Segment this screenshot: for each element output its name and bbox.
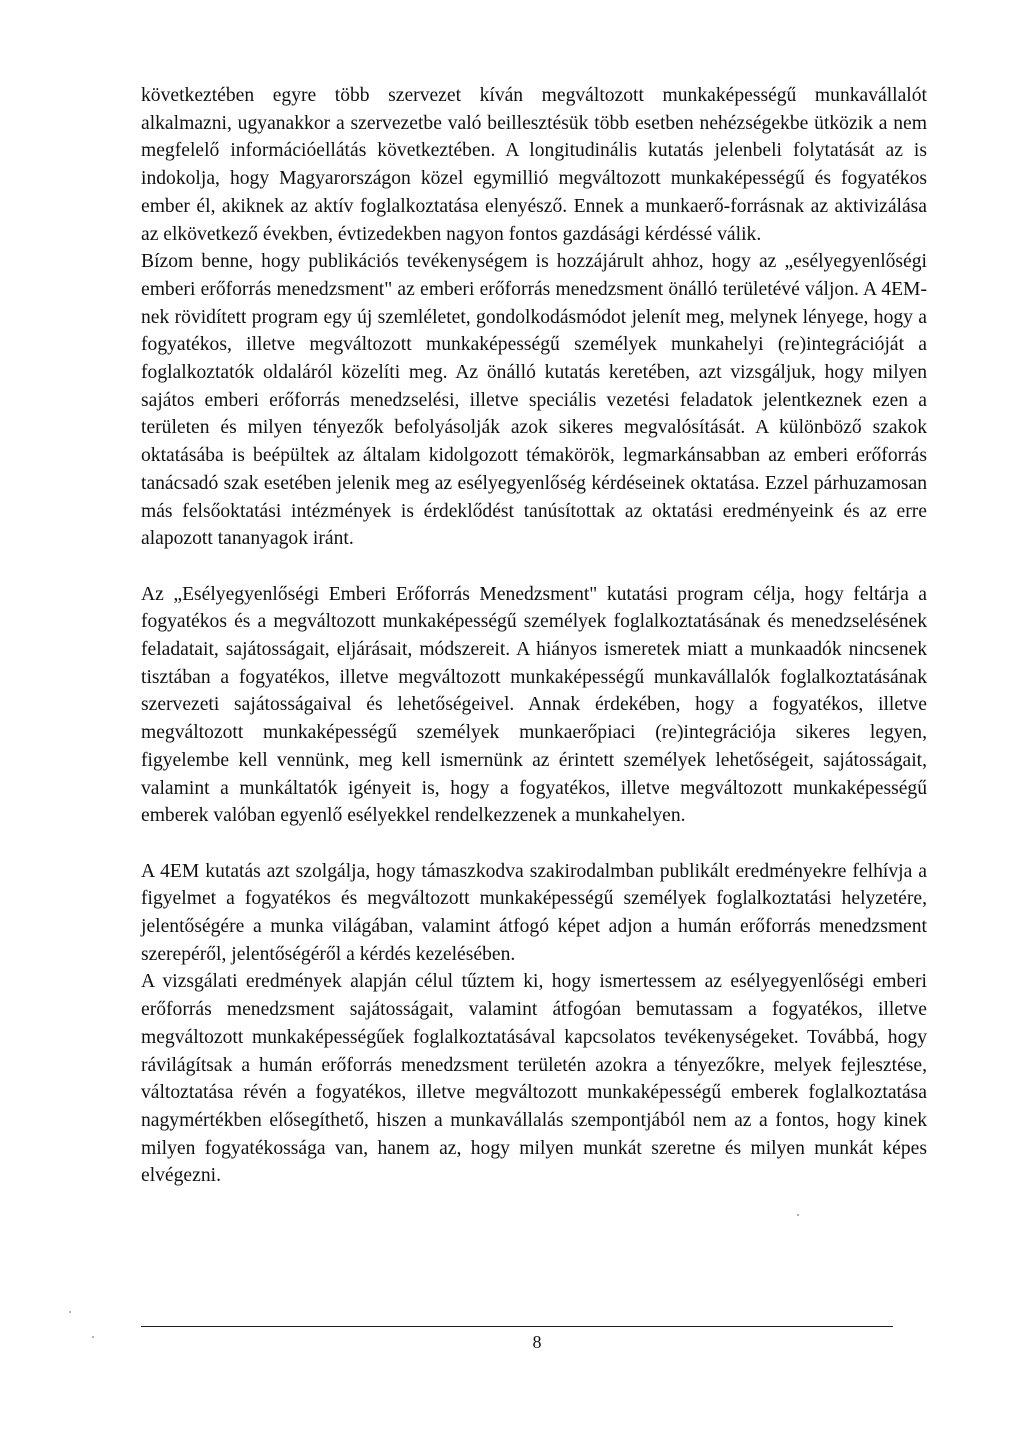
paragraph-program-goal: Az „Esélyegyenlőségi Emberi Erőforrás Menedzsment" kutatási program célja, hogy feltárja a fogyatékos és a megváltozott munkaképességű személyek foglalkoztatásának és menedzselésének feladatait, sajátosságait, eljárásait, módszereit. A hiányos ismeretek miatt a munkaadók nincsenek tisztában a fogyatékos, illetve megváltozott munkaképességű munkavállalók foglalkoztatásának szervezeti sajátosságaival és lehetőségeivel. Annak érdekében, hogy a fogyatékos, illetve megváltozott munkaképességű személyek munkaerőpiaci (re)integrációja sikeres legyen, figyelembe kell vennünk, meg kell ismernünk az érintett személyek lehetőségeit, sajátosságait, valamint a munkáltatók igényeit is, hogy a fogyatékos, illetve megváltozott munkaképességű emberek valóban egyenlő esélyekkel rendelkezzenek a munkahelyen. <box>141 583 927 827</box>
paragraph-objectives: A vizsgálati eredmények alapján célul tűztem ki, hogy ismertessem az esélyegyenlőségi emberi erőforrás menedzsment sajátosságait, valamint átfogóan bemutassam a fogyatékos, illetve megváltozott munkaképességűek foglalkoztatásával kapcsolatos tevékenységeket. Továbbá, hogy rávilágítsak a humán erőforrás menedzsment területén azokra a tényezőkre, melyek fejlesztése, változtatása révén a fogyatékos, illetve megváltozott munkaképességű emberek foglalkoztatása nagymértékben elősegíthető, hiszen a munkavállalás szempontjából nem az a fontos, hogy kinek milyen fogyatékossága van, hanem az, hogy milyen munkát szeretne és milyen munkát képes elvégezni. <box>141 971 927 1187</box>
paragraph-continuation: következtében egyre több szervezet kíván megváltozott munkaképességű munkavállalót alkalmazni, ugyanakkor a szervezetbe való beillesztésük több esetben nehézségekbe ütközik a nem megfelelő információellátás következtében. A longitudinális kutatás jelenbeli folytatását az is indokolja, hogy Magyarországon közel egymillió megváltozott munkaképességű és fogyatékos ember él, akiknek az aktív foglalkoztatása elenyésző. Ennek a munkaerő-forrásnak az aktivizálása az elkövetkező években, évtizedekben nagyon fontos gazdásági kérdéssé válik. <box>141 85 927 245</box>
paragraph-publications: Bízom benne, hogy publikációs tevékenységem is hozzájárult ahhoz, hogy az „esélyegyenlőségi emberi erőforrás menedzsment" az emberi erőforrás menedzsment önálló területévé váljon. A 4EM-nek rövidített program egy új szemléletet, gondolkodásmódot jelenít meg, melynek lényege, hogy a fogyatékos, illetve megváltozott munkaképességű személyek munkahelyi (re)integrációját a foglalkoztatók oldaláról közelíti meg. Az önálló kutatás keretében, azt vizsgáljuk, hogy milyen sajátos emberi erőforrás menedzselési, illetve speciális vezetési feladatok jelentkeznek ezen a területen és milyen tényezők befolyásolják azok sikeres megvalósítását. A különböző szakok oktatásába is beépültek az általam kidolgozott témakörök, legmarkánsabban az emberi erőforrás tanácsadó szak esetében jelenik meg az esélyegyenlőség kérdéseinek oktatása. Ezzel párhuzamosan más felsőoktatási intézmények is érdeklődést tanúsítottak az oktatási eredményeink és az erre alapozott tananyagok iránt. <box>141 251 927 550</box>
footer-rule <box>141 1326 893 1327</box>
scan-speck <box>69 1311 71 1313</box>
body-text <box>141 82 927 1190</box>
paragraph-4em-research: A 4EM kutatás azt szolgálja, hogy támaszkodva szakirodalmban publikált eredményekre felhívja a figyelmet a fogyatékos és megváltozott munkaképességű személyek foglalkoztatási helyzetére, jelentőségére a munka világában, valamint átfogó képet adjon a humán erőforrás menedzsment szerepéről, jelentőségéről a kérdés kezelésében. <box>141 860 927 965</box>
page-number: 8 <box>532 1332 542 1352</box>
scan-speck <box>92 1336 94 1338</box>
scan-speck <box>797 1214 799 1216</box>
